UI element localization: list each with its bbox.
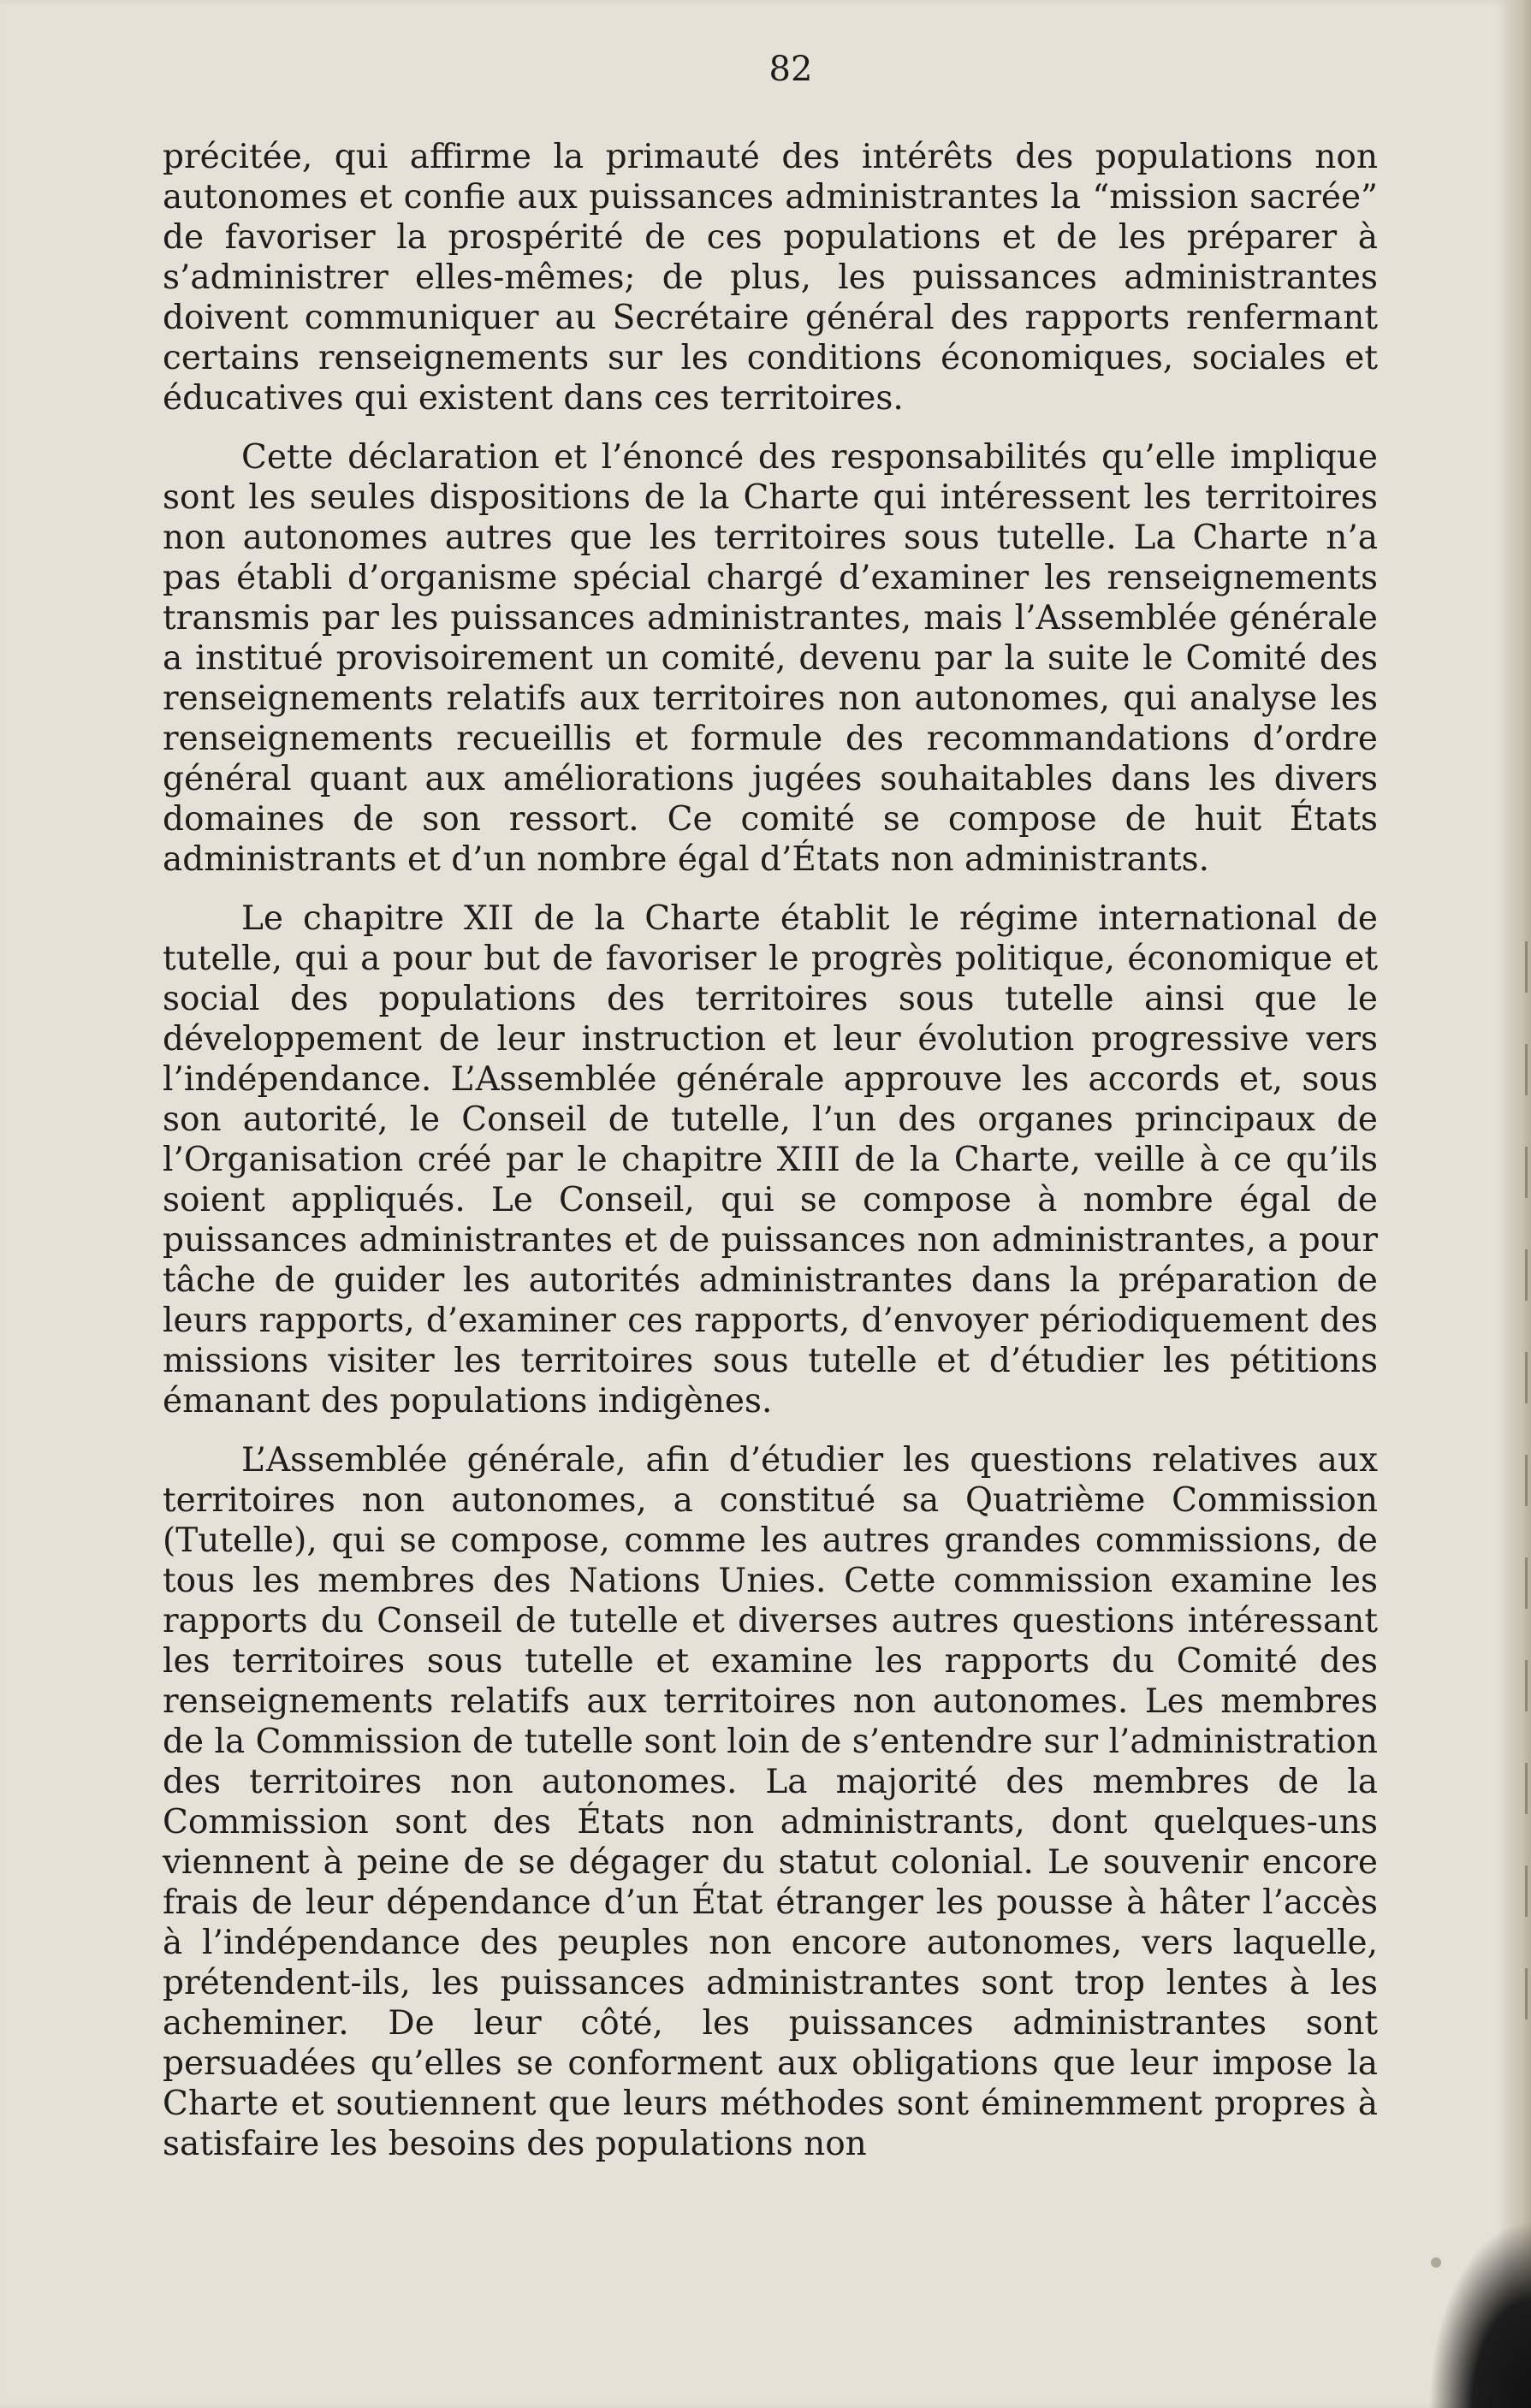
- body-text: [163, 137, 1378, 2183]
- binding-marks: [1525, 941, 1528, 2054]
- page-corner-shadow: [1428, 2220, 1531, 2408]
- paragraph-3: Le chapitre XII de la Charte établit le régime international de tutelle, qui a pour but de favoriser le progrès politique, économique et social des populations des territoires sous tutelle ainsi que le développement de leur instruction et leur évolution progressive vers l’indépendance. L’Assemblée générale approuve les accords et, sous son autorité, le Conseil de tutelle, l’un des organes principaux de l’Organisation créé par le chapitre XIII de la Charte, veille à ce qu’ils soient appliqués. Le Conseil, qui se compose à nombre égal de puissances administrantes et de puissances non administrantes, a pour tâche de guider les autorités administrantes dans la préparation de leurs rapports, d’examiner ces rapports, d’envoyer périodiquement des missions visiter les territoires sous tutelle et d’étudier les pétitions émanant des populations indigènes.: [163, 899, 1378, 1420]
- paragraph-4: L’Assemblée générale, afin d’étudier les questions relatives aux territoires non autonomes, a constitué sa Quatrième Commission (Tutelle), qui se compose, comme les autres grandes commissions, de tous les membres des Nations Unies. Cette commission examine les rapports du Conseil de tutelle et diverses autres questions intéressant les territoires sous tutelle et examine les rapports du Comité des renseignements relatifs aux territoires non autonomes. Les membres de la Commission de tutelle sont loin de s’entendre sur l’administration des territoires non autonomes. La majorité des membres de la Commission sont des États non administrants, dont quelques-uns viennent à peine de se dégager du statut colonial. Le souvenir encore frais de leur dépendance d’un État étranger les pousse à hâter l’accès à l’indépendance des peuples non encore autonomes, vers laquelle, prétendent-ils, les puissances administrantes sont trop lentes à les acheminer. De leur côté, les puissances administrantes sont persuadées qu’elles se conforment aux obligations que leur impose la Charte et soutiennent que leurs méthodes sont éminemment propres à satisfaire les besoins des populations non: [163, 1441, 1378, 2163]
- page-number: 82: [768, 50, 813, 89]
- paragraph-1: précitée, qui affirme la primauté des intérêts des populations non autonomes et confie aux puissances administrantes la “mission sacrée” de favoriser la prospérité de ces populations et de les préparer à s’administrer elles-mêmes; de plus, les puissances administrantes doivent communiquer au Secrétaire général des rapports renfermant certains renseignements sur les conditions économiques, sociales et éducatives qui existent dans ces territoires.: [163, 138, 1378, 418]
- paragraph-2: Cette déclaration et l’énoncé des responsabilités qu’elle implique sont les seules dispositions de la Charte qui intéressent les territoires non autonomes autres que les territoires sous tutelle. La Charte n’a pas établi d’organisme spécial chargé d’examiner les renseignements transmis par les puissances administrantes, mais l’Assemblée générale a institué provisoirement un comité, devenu par la suite le Comité des renseignements relatifs aux territoires non autonomes, qui analyse les renseignements recueillis et formule des recommandations d’ordre général quant aux améliorations jugées souhaitables dans les divers domaines de son ressort. Ce comité se compose de huit États administrants et d’un nombre égal d’États non administrants.: [163, 438, 1378, 879]
